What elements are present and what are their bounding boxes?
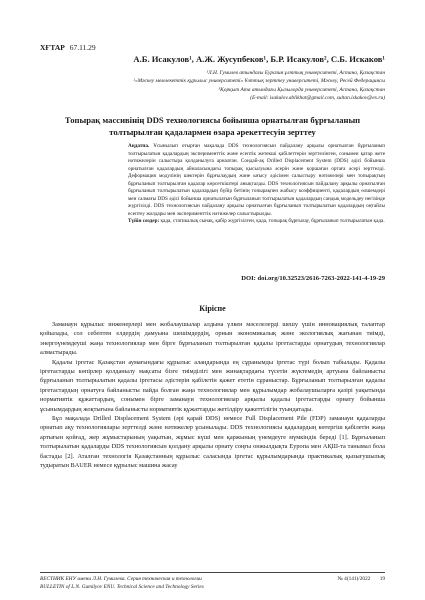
intro-paragraph-2: Қадалы іргетас Қазақстан аумағындағы құрылыс алаңдарында ең сұранымды іргетас түрі болып табылады. Қадалы іргетастарды көпірлер қолданылу мақсаты бізге тиімділігі мен жинақтардағы түсетін жүктемедің артуына байланысты бұрғыланып толтырылатын қадалы іргетасы әдістерін қабілетін қажет ететін сұраныстар. Бұрғыланып толтырылған қадалы іргетастардың орнатуға байланысты пайда болған жаңа технологиялар мен құрылымдар жобалаушыларға қазірі уақытында нормативтік құжаттардың, сонымен бірге заманауи технологиялар арқылы қадалы іргетастарды орнату бойынша ұсынымдардың жоқтығына байланысты нормативтік құжаттарды жетілдіру қажеттілігін туындатады. bbox=[40, 358, 385, 413]
abstract bbox=[128, 143, 385, 226]
issue-info bbox=[330, 576, 385, 584]
author-emails: (E-mail: isakulov.ablikhat@gmail.com, sultan.iskakov@ex.ru) bbox=[250, 95, 385, 102]
intro-paragraph-1: Заманауи құрылыс инженерлері мен жобалаушылар алдына үлкен мәселелерді шешу үшін инновациялық талаптар қойылады, сол себептен елдердің дамуына шешімдердің, орнын экономикалық және экологиялық жағынан тиімді, энергоүнемдеуші жаңа технологиялар мен бірге бұрғыланып толтырылған қадалы іргетастарды орнатудың технологиялар алмастырады. bbox=[40, 321, 385, 357]
intro-paragraph-3: Бұл мақалада Drilled Displacement System (әрі қарай DDS) немесе Full Displacement Pile (FDP) заманауи қадаларды орнатып ақу технологиялары зерттелді және нәтижелер ұсынылады. DDS технологиясы қадалардың көтергіш қабілетін жаңа артығын қойғад, жер жұмыстарының уақытын, жұмыс күші мен қаржының үнемдеуге мүмкіндік береді [1]. Бұрғыланып толтырылатын қадаларды DDS технологиясын қолдану арқылы орнату соңғы онжылдықта Еуропа мен АҚШ-та танымал бола бастады [2]. Аталған технологія Қазақстанның құрылыс саласында іргетас құрылымдарында практикалық қызығушылық тудыратын BAUER немесе құрылыс машина жасау bbox=[40, 415, 385, 470]
journal-names bbox=[40, 576, 300, 591]
keywords-label: Түйін сөздер: bbox=[128, 218, 160, 225]
affiliation-2: ²«Мәскеу мемлекеттік құрылыс университеті» Ұлттық зерттеу университеті, Мәскеу, Ресей Федерациясы bbox=[133, 78, 385, 85]
author-list: А.Б. Исакулов¹, А.Ж. Жусупбеков¹, Б.Р. Исакулов², С.Б. Искаков¹ bbox=[133, 54, 385, 64]
page-number: 19 bbox=[379, 576, 385, 582]
journal-name-english: BULLETIN of L.N. Gumilyov ENU. Technical Science and Technology Series bbox=[40, 583, 204, 590]
introduction-body bbox=[40, 320, 385, 471]
paper-title: Топырақ массивінің DDS технологиясы бойынша орнатылған бұрғыланып толтырылған қадалармен өзара әрекеттесуін зерттеу bbox=[64, 115, 361, 137]
affiliations bbox=[65, 69, 385, 103]
journal-name-local: ВЕСТНИК ЕНУ имени Л.Н. Гумилева. Серия техническая и технологии bbox=[40, 576, 202, 582]
keywords-text: қада, статикалық сынақ, қабір жүргізілген, қада, топырақ бұрғылау, бұрғыланып толтырылатын қада. bbox=[160, 218, 385, 225]
affiliation-1: ¹Л.Н. Гумилев атындағы Еуразия ұлттық университеті, Астана, Қазақстан bbox=[206, 70, 385, 76]
classification-value: 67.11.29 bbox=[69, 43, 96, 52]
abstract-text: Ұсынылып отырған мақалада DDS технологиясын пайдалану арқылы орнатылған бұрғыланып толтырылатын қадалардың эксперименттік және есептік жетекші қабілеттерін зерттелінген, сонымен қатар жете нәтижелерін салыстыра қолданылуға арналған. Сондай-ақ Drilled Displacement System (DDS) әдісі бойынша орнатылған қадалардың айналасындағы топырақ қысылуына әсерін және қоршаған ортаға әсері зерттелді. Деформация модулінің шектерін бұрғылаудың және ығысу әдісімен салыстыру нәтижелері мен топырақтың бұрғыланып толтырылған қадалар көрсеткіштері анықталды. DDS технологиясын пайдалану арқылы орнатылған бұрғыланып толтырылатын қадалардың бүйір бетінің топырақпен жабысу коэффициенті, қадалардың өлшемдері мен салмағы DDS әдісі бойынша орнатылатын бұрғыланып толтырылатын қадалардың сандық модельдеу негізінде жүргізілді. DDS технологиясын пайдалану арқылы орнатылған бұрғыланып толтырылатын қадалардың оңтайлы есептеу жолдары мен эксперименттік нәтижелер салыстырылды. bbox=[128, 143, 385, 217]
affiliation-3: ³Қорқыт Ата атындағы Қызылорда университеті, Астана, Қазақстан bbox=[218, 86, 385, 93]
section-heading-introduction: Кіріспе bbox=[199, 304, 226, 313]
page-footer bbox=[40, 572, 385, 590]
classification-code bbox=[40, 43, 96, 52]
abstract-label: Аңдатпа. bbox=[128, 143, 150, 149]
issue-number: № 4(141)/2022 bbox=[337, 576, 371, 582]
doi-link[interactable]: DOI: doi.org/10.32523/2616-7263-2022-141-4-19-29 bbox=[241, 275, 385, 282]
classification-label: ХҒТАР bbox=[40, 43, 65, 52]
